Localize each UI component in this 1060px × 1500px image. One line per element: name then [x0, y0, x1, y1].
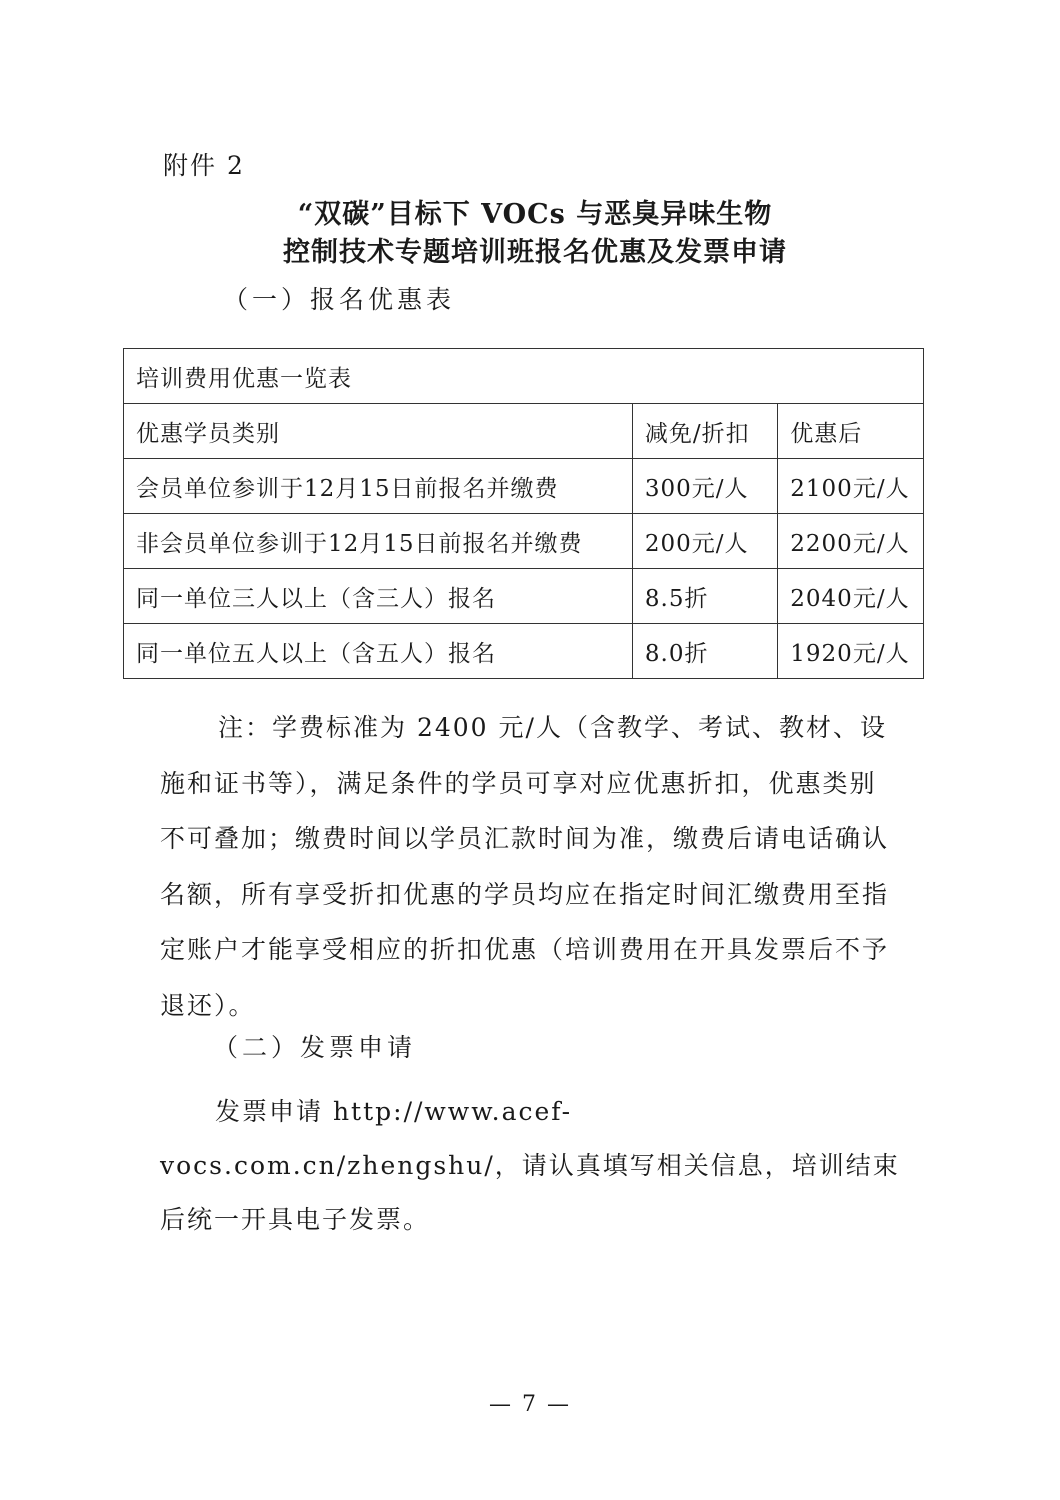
table-caption-row [124, 349, 924, 404]
cell-category: 同一单位五人以上（含五人）报名 [124, 624, 633, 679]
header-category: 优惠学员类别 [124, 404, 633, 459]
cell-final-price: 2200元/人 [778, 514, 924, 569]
table-row [124, 624, 924, 679]
cell-final-price: 2040元/人 [778, 569, 924, 624]
cell-final-price: 2100元/人 [778, 459, 924, 514]
page-number: — 7 — [489, 1392, 571, 1417]
cell-discount: 200元/人 [632, 514, 777, 569]
cell-discount: 8.0折 [632, 624, 777, 679]
cell-discount: 300元/人 [632, 459, 777, 514]
cell-category: 非会员单位参训于12月15日前报名并缴费 [124, 514, 633, 569]
title-line-1: “双碳”目标下 VOCs 与恶臭异味生物 [297, 199, 773, 230]
table-header-row [124, 404, 924, 459]
invoice-paragraph: 发票申请 http://www.acef-vocs.com.cn/zhengshu/，请认真填写相关信息，培训结束后统一开具电子发票。 [160, 1097, 900, 1234]
section-heading-invoice: （二）发票申请 [213, 1033, 417, 1062]
header-final-price: 优惠后 [778, 404, 924, 459]
cell-final-price: 1920元/人 [778, 624, 924, 679]
cell-discount: 8.5折 [632, 569, 777, 624]
title-line-2: 控制技术专题培训班报名优惠及发票申请 [283, 237, 787, 268]
annex-label: 附件 2 [163, 151, 245, 180]
header-discount: 减免/折扣 [632, 404, 777, 459]
table-row [124, 514, 924, 569]
table-row [124, 459, 924, 514]
cell-category: 同一单位三人以上（含三人）报名 [124, 569, 633, 624]
table-row [124, 569, 924, 624]
cell-category: 会员单位参训于12月15日前报名并缴费 [124, 459, 633, 514]
note-paragraph: 注：学费标准为 2400 元/人（含教学、考试、教材、设施和证书等），满足条件的学员可享对应优惠折扣，优惠类别不可叠加；缴费时间以学员汇款时间为准，缴费后请电话确认名额，所有享受折扣优惠的学员均应在指定时间汇缴费用至指定账户才能享受相应的折扣优惠（培训费用在开具发票后不予退还）。 [160, 713, 890, 1020]
section-heading-discount: （一）报名优惠表 [223, 285, 456, 314]
table-caption: 培训费用优惠一览表 [124, 349, 924, 404]
discount-table [123, 348, 924, 679]
